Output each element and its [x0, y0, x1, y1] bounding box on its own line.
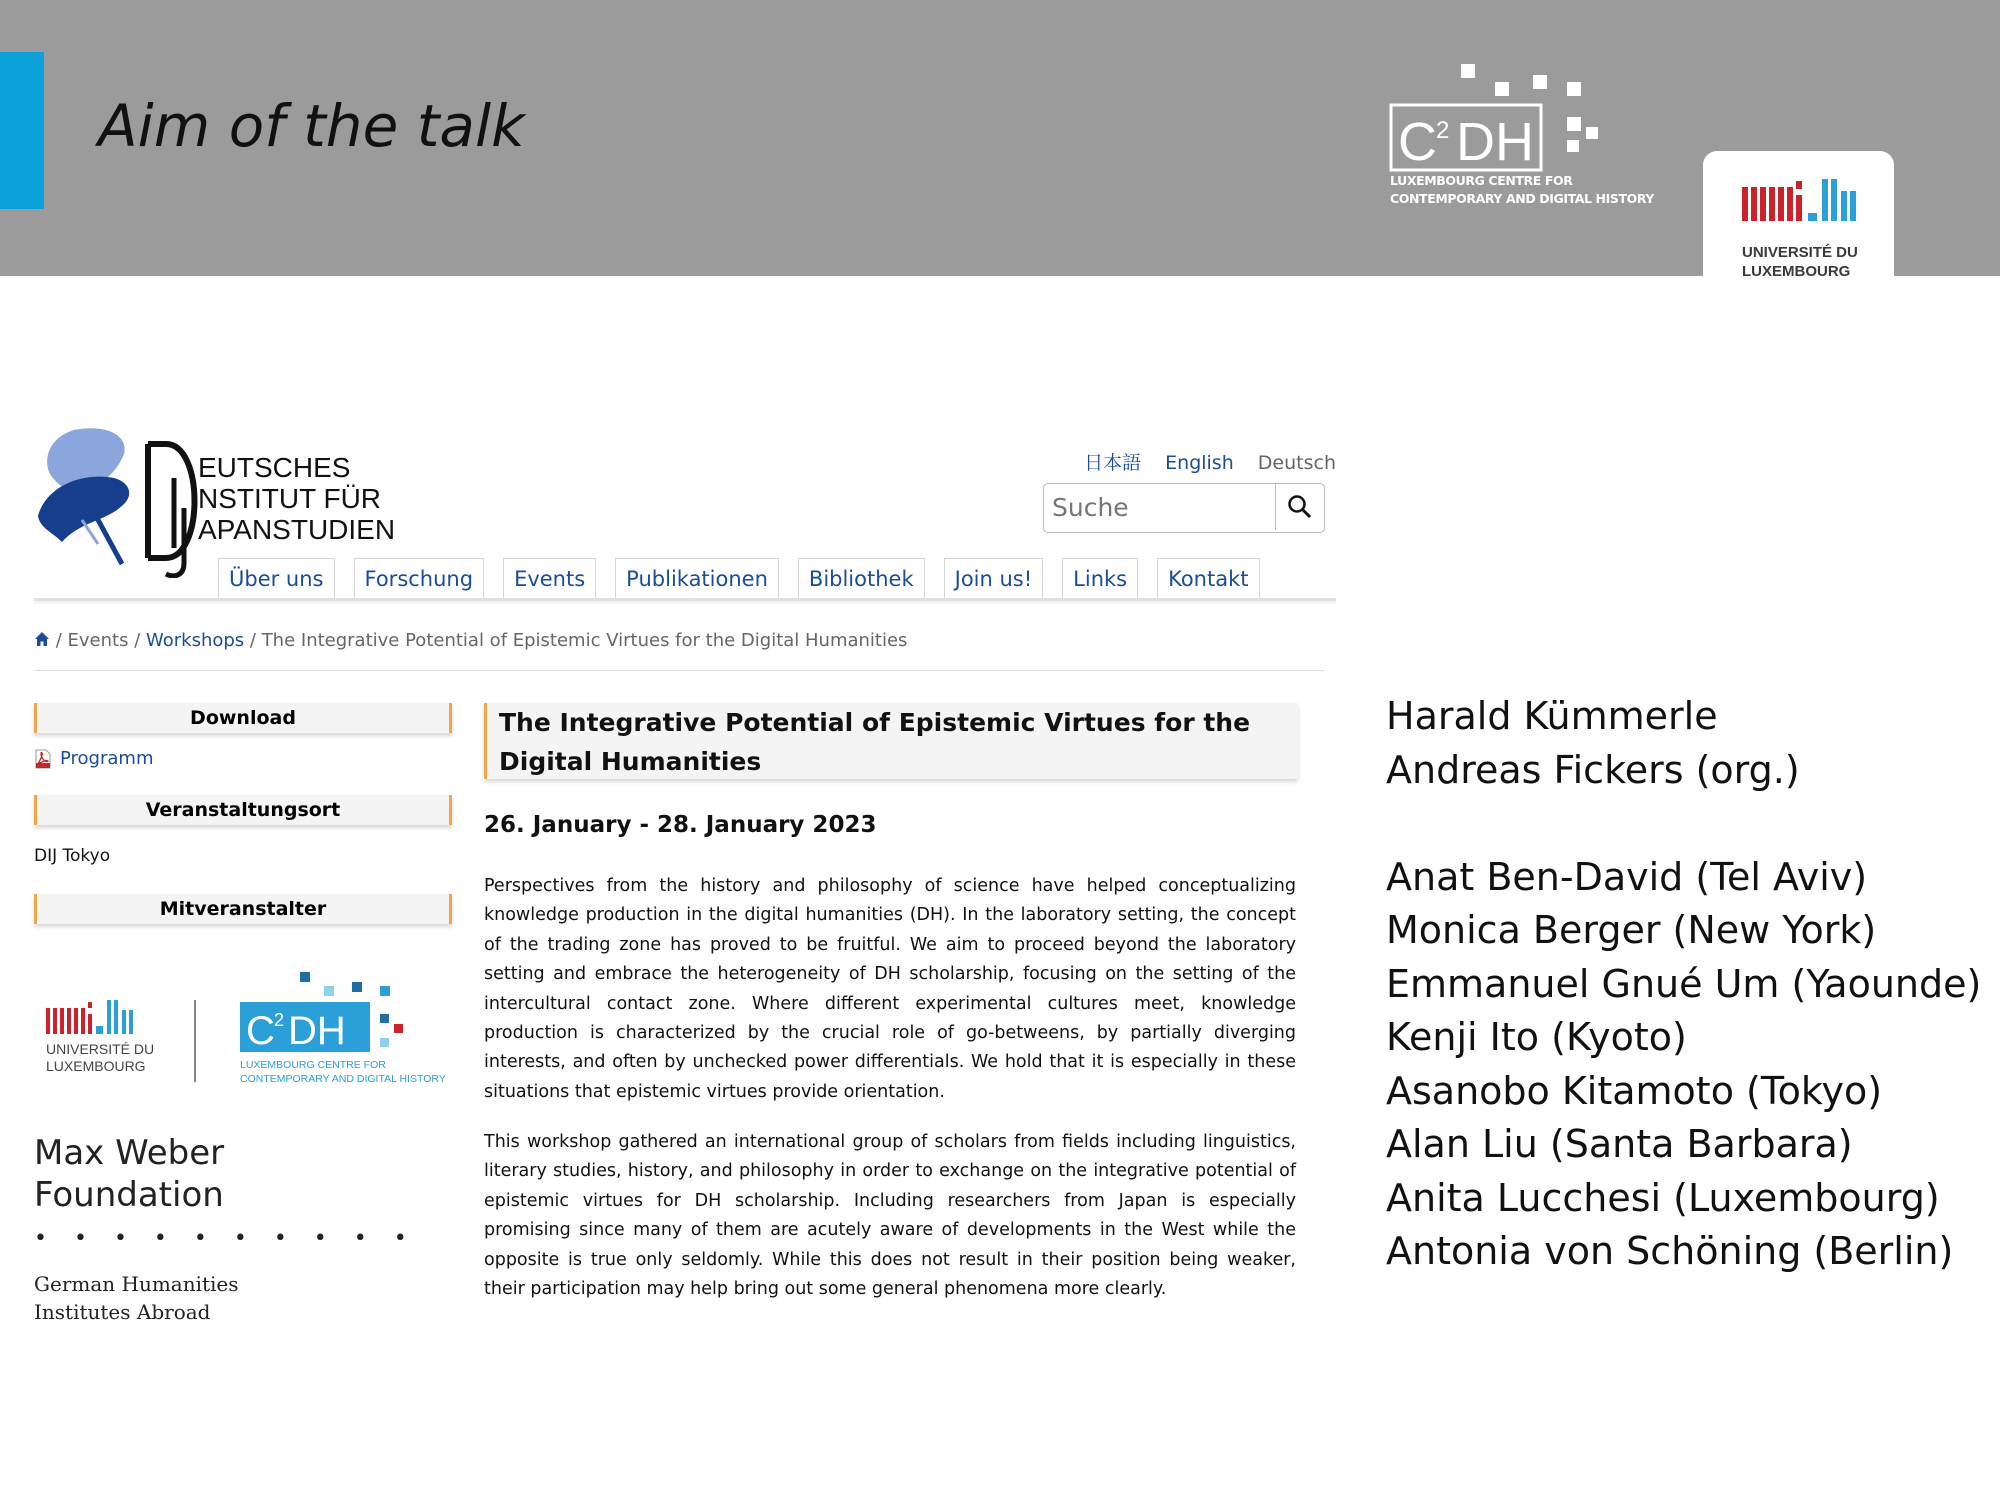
venue-heading: Veranstaltungsort	[34, 795, 452, 825]
lang-deutsch[interactable]: Deutsch	[1257, 452, 1336, 474]
svg-text:CONTEMPORARY AND DIGITAL HISTO: CONTEMPORARY AND DIGITAL HISTORY	[240, 1073, 446, 1085]
venue-text: DIJ Tokyo	[34, 846, 111, 866]
lang-english[interactable]: English	[1165, 452, 1234, 474]
svg-text:2: 2	[274, 1010, 285, 1030]
unilu-logo-header	[1703, 151, 1894, 280]
program-link-label: Programm	[60, 748, 154, 769]
home-icon[interactable]	[34, 631, 50, 647]
nav-ueber-uns[interactable]: Über uns	[218, 558, 335, 598]
article-paragraph-1: Perspectives from the history and philosophy of science have helped conceptualizing knowledge production in the digital humanities (DH). In the laboratory setting, the concept of the trading zone has proved to be fruitful. We aim to proceed beyond the laboratory setting and embrace the heterogeneity of DH scholarship, focusing on the setting of the intercultural contact zone. Where different experimental cultures meet, knowledge production is characterized by the crucial role of go-betweens, by partially diverging interests, and often by unchecked power differentials. We hold that it is especially in these situations that epistemic virtues provide orientation.	[484, 876, 1296, 1102]
slide-title: Aim of the talk	[98, 92, 525, 160]
svg-text:DH: DH	[288, 1009, 346, 1053]
svg-text:DH: DH	[1456, 112, 1534, 172]
breadcrumb-divider	[34, 670, 1324, 671]
dij-institute-name[interactable]: EUTSCHES NSTITUT FÜR APANSTUDIEN	[198, 452, 396, 545]
unilu-brand-mark	[1742, 177, 1860, 231]
unilu-line1: UNIVERSITÉ DU	[1742, 244, 1858, 261]
nav-events[interactable]: Events	[503, 558, 596, 598]
pdf-icon	[34, 749, 52, 769]
max-weber-foundation-logo: Max Weber Foundation	[34, 1133, 225, 1215]
svg-text:2: 2	[1436, 117, 1450, 144]
participant-name: Anat Ben-David (Tel Aviv)	[1386, 854, 1868, 899]
coorganizer-logos	[44, 968, 464, 1118]
search-icon	[1287, 494, 1313, 520]
article-date: 26. January - 28. January 2023	[484, 812, 877, 838]
breadcrumb-workshops[interactable]: Workshops	[145, 630, 245, 651]
nav-links[interactable]: Links	[1062, 558, 1138, 598]
nav-kontakt[interactable]: Kontakt	[1157, 558, 1259, 598]
main-nav	[218, 558, 1279, 598]
organizer-name: Andreas Fickers (org.)	[1386, 747, 1800, 792]
participant-name: Antonia von Schöning (Berlin)	[1386, 1229, 1954, 1273]
people-list	[1386, 690, 1981, 1279]
search-box	[1043, 483, 1325, 533]
article-title: The Integrative Potential of Epistemic Virtues for the Digital Humanities	[484, 703, 1298, 779]
participant-name: Emmanuel Gnué Um (Yaounde)	[1386, 961, 1982, 1006]
participant-name: Anita Lucchesi (Luxembourg)	[1386, 1175, 1940, 1220]
c2dh-logo-small	[240, 972, 446, 1085]
unilu-line2: LUXEMBOURG	[1742, 263, 1851, 280]
breadcrumb-sep: /	[50, 630, 68, 651]
c2dh-header-caption: LUXEMBOURG CENTRE FOR CONTEMPORARY AND DIGITAL HISTORY	[1390, 173, 1655, 206]
svg-text:C: C	[246, 1009, 275, 1053]
nav-join-us[interactable]: Join us!	[944, 558, 1044, 598]
unilu-logo-small	[46, 1000, 154, 1074]
svg-text:C: C	[1398, 112, 1437, 172]
search-input[interactable]	[1044, 484, 1264, 530]
svg-text:UNIVERSITÉ DU: UNIVERSITÉ DU	[46, 1041, 155, 1057]
participant-name: Monica Berger (New York)	[1386, 908, 1877, 952]
breadcrumb-sep: /	[128, 630, 146, 651]
breadcrumb	[34, 630, 907, 651]
search-button[interactable]	[1275, 484, 1324, 530]
nav-bibliothek[interactable]: Bibliothek	[798, 558, 925, 598]
organizer-name: Harald Kümmerle	[1386, 694, 1718, 738]
lang-japanese[interactable]: 日本語	[1084, 452, 1142, 474]
svg-text:LUXEMBOURG: LUXEMBOURG	[46, 1058, 146, 1074]
download-heading: Download	[34, 703, 452, 733]
max-weber-dots: • • • • • • • • • •	[34, 1226, 417, 1251]
nav-forschung[interactable]: Forschung	[354, 558, 485, 598]
language-switcher	[1066, 448, 1336, 475]
participant-name: Alan Liu (Santa Barbara)	[1386, 1122, 1853, 1166]
max-weber-subtitle: German Humanities Institutes Abroad	[34, 1272, 239, 1324]
slide-header	[0, 0, 2000, 280]
nav-divider	[34, 598, 1336, 601]
website-screenshot	[34, 418, 1336, 1324]
accent-bar	[0, 52, 44, 209]
article-paragraph-2: This workshop gathered an international group of scholars from fields including linguistics, literary studies, history, and philosophy in order to exchange on the integrative potential of epistemic virtues for DH scholarship. Including researchers from Japan is especially promising since many of them are acutely aware of developments in the West while the opposite is true only seldomly. While this does not result in their position being weaker, their participation may help bring out some general phenomena more clearly.	[484, 1132, 1296, 1300]
list-gap	[1386, 797, 1981, 851]
dij-ginkgo-logo	[34, 424, 146, 574]
program-link[interactable]	[34, 748, 153, 769]
svg-text:LUXEMBOURG CENTRE FOR: LUXEMBOURG CENTRE FOR	[240, 1059, 386, 1071]
participant-name: Asanobo Kitamoto (Tokyo)	[1386, 1068, 1883, 1113]
breadcrumb-sep: /	[244, 630, 262, 651]
participant-name: Kenji Ito (Kyoto)	[1386, 1015, 1687, 1059]
breadcrumb-events: Events	[67, 630, 129, 651]
breadcrumb-current: The Integrative Potential of Epistemic Virtues for the Digital Humanities	[261, 630, 908, 651]
nav-publikationen[interactable]: Publikationen	[615, 558, 779, 598]
coorganizer-heading: Mitveranstalter	[34, 894, 452, 924]
